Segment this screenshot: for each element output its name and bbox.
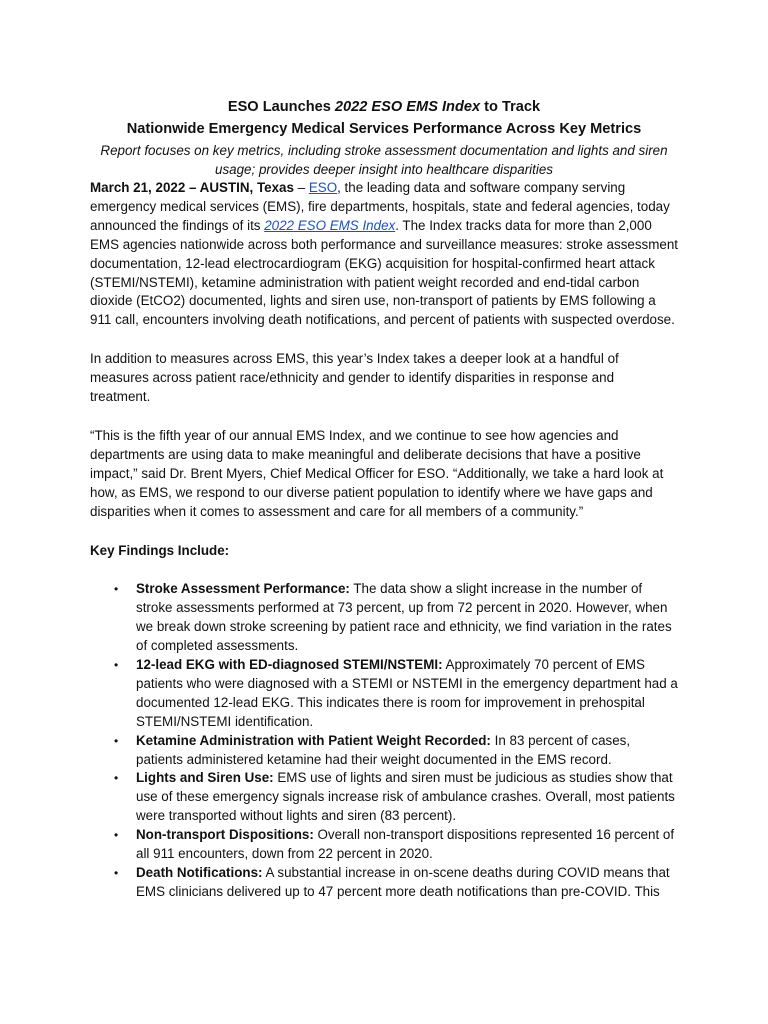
eso-link[interactable]: ESO <box>308 180 338 195</box>
finding-label: Non-transport Dispositions: <box>136 827 314 843</box>
finding-label: Stroke Assessment Performance: <box>136 581 350 597</box>
bullet-icon: • <box>114 733 119 748</box>
headline-text-post: to Track <box>480 99 541 115</box>
finding-label: Death Notifications: <box>136 865 263 880</box>
headline-line-2: Nationwide Emergency Medical Services Performance Across Key Metrics <box>126 121 642 137</box>
finding-item-lights-siren <box>90 769 678 826</box>
headline-index-name: 2022 ESO EMS Index <box>334 99 481 115</box>
subheadline: Report focuses on key metrics, including stroke assessment documentation and lights and siren usage; provides deeper insight into healthcare disparities <box>100 143 668 177</box>
headline-text-pre: ESO Launches <box>227 99 335 115</box>
finding-label: Lights and Siren Use: <box>136 770 274 786</box>
dateline: March 21, 2022 – AUSTIN, Texas <box>90 180 294 195</box>
finding-text: Overall non-transport dispositions represented 16 percent of all 911 encounters, down from 22 percent in 2020. <box>136 827 675 862</box>
bullet-icon: • <box>114 658 119 673</box>
finding-text: The data show a slight increase in the number of stroke assessments performed at 73 percent, up from 72 percent in 2020. However, when we break down stroke screening by patient race and ethnicity, we find variation in the rates of completed assessments. <box>136 581 672 654</box>
bullet-icon: • <box>114 828 119 843</box>
finding-item-stroke <box>90 580 678 656</box>
bullet-icon: • <box>114 582 119 597</box>
dateline-dash: – <box>293 180 309 195</box>
finding-text: In 83 percent of cases, patients administered ketamine had their weight documented in the EMS record. <box>136 732 631 767</box>
bullet-icon: • <box>114 771 119 786</box>
finding-text: EMS use of lights and siren must be judicious as studies show that use of these emergency signals increase risk of ambulance crashes. Overall, most patients were transported without lights and siren (83 percent). <box>136 770 675 824</box>
finding-text: Approximately 70 percent of EMS patients who were diagnosed with a STEMI or NSTEMI in the emergency department had a documented 12-lead EKG. This indicates there is room for improvement in prehospital STEMI/NSTEMI identification. <box>136 657 678 729</box>
key-findings-heading: Key Findings Include: <box>90 542 230 558</box>
finding-item-death-notifications <box>90 864 678 902</box>
lead-text-1: , the leading data and software company serving emergency medical services (EMS), fire departments, hospitals, state and federal agencies, today announced the findings of its <box>90 180 670 233</box>
disparities-paragraph: In addition to measures across EMS, this year’s Index takes a deeper look at a handful of measures across patient race/ethnicity and gender to identify disparities in response and treatment. <box>90 351 619 405</box>
finding-label: 12-lead EKG with ED-diagnosed STEMI/NSTEMI: <box>136 657 443 673</box>
lead-paragraph <box>90 179 678 330</box>
finding-label: Ketamine Administration with Patient Weight Recorded: <box>136 732 491 748</box>
bullet-icon: • <box>114 866 119 880</box>
lead-text-2: . The Index tracks data for more than 2,000 EMS agencies nationwide across both performance and surveillance measures: stroke assessment documentation, 12-lead electrocardiogram (EKG) acquisition for hospital-confirmed heart attack (STEMI/NSTEMI), ketamine administration with patient weight recorded and end-tidal carbon dioxide (EtCO2) documented, lights and siren use, non-transport of patients by EMS following a 911 call, encounters involving death notifications, and percent of patients with suspected overdose. <box>90 217 678 328</box>
finding-item-non-transport <box>90 826 678 864</box>
key-findings-list <box>90 580 678 901</box>
quote-paragraph: “This is the fifth year of our annual EMS Index, and we continue to see how agencies and departments are using data to make meaningful and deliberate decisions that have a positive impact,” said Dr. Brent Myers, Chief Medical Officer for ESO. “Additionally, we take a hard look at how, as EMS, we respond to our diverse patient population to identify where we have gaps and disparities when it comes to assessment and care for all members of a community.” <box>90 427 664 519</box>
headline-line-1 <box>90 96 678 118</box>
finding-text: A substantial increase in on-scene deaths during COVID means that EMS clinicians delivered up to 47 percent more death notifications than pre-COVID. This <box>136 865 670 899</box>
press-release-page <box>90 96 678 902</box>
ems-index-link[interactable]: 2022 ESO EMS Index <box>264 217 396 233</box>
finding-item-ketamine <box>90 732 678 770</box>
finding-item-ekg <box>90 656 678 732</box>
